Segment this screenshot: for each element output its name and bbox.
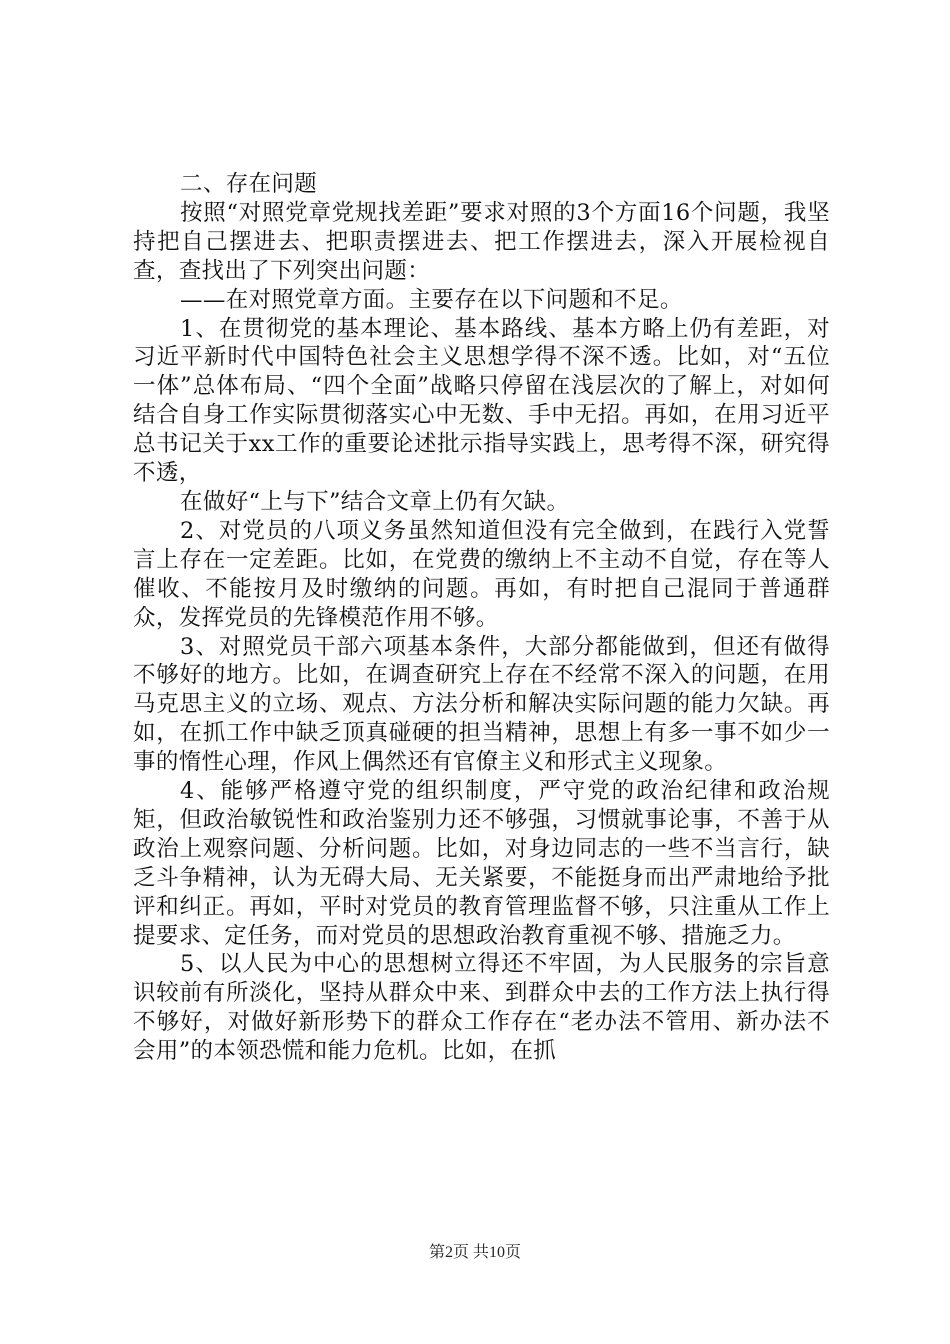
- page-footer: 第2页 共10页: [428, 1244, 521, 1261]
- paragraph: 3、对照党员干部六项基本条件，大部分都能做到，但还有做得不够好的地方。比如，在调查研究上存在不经常不深入的问题，在用马克思主义的立场、观点、方法分析和解决实际问题的能力欠缺。再如，在抓工作中缺乏顶真碰硬的担当精神，思想上有多一事不如少一事的惰性心理，作风上偶然还有官僚主义和形式主义现象。: [133, 633, 830, 776]
- paragraph: 1、在贯彻党的基本理论、基本路线、基本方略上仍有差距，对习近平新时代中国特色社会主义思想学得不深不透。比如，对“五位一体”总体布局、“四个全面”战略只停留在浅层次的了解上，对如何结合自身工作实际贯彻落实心中无数、手中无招。再如，在用习近平总书记关于xx工作的重要论述批示指导实践上，思考得不深，研究得不透，: [133, 315, 830, 487]
- section-heading: 二、存在问题: [180, 171, 318, 197]
- paragraph: 2、对党员的八项义务虽然知道但没有完全做到，在践行入党誓言上存在一定差距。比如，在党费的缴纳上不主动不自觉，存在等人催收、不能按月及时缴纳的问题。再如，有时把自己混同于普通群众，发挥党员的先锋模范作用不够。: [133, 517, 830, 631]
- paragraph: 在做好“上与下”结合文章上仍有欠缺。: [180, 488, 570, 515]
- paragraph: 按照“对照党章党规找差距”要求对照的3个方面16个问题，我坚持把自己摆进去、把职责摆进去、把工作摆进去，深入开展检视自查，查找出了下列突出问题：: [133, 199, 830, 284]
- paragraph: ——在对照党章方面。主要存在以下问题和不足。: [180, 286, 683, 313]
- paragraph: 4、能够严格遵守党的组织制度，严守党的政治纪律和政治规矩，但政治敏锐性和政治鉴别力还不够强，习惯就事论事，不善于从政治上观察问题、分析问题。比如，对身边同志的一些不当言行，缺乏斗争精神，认为无碍大局、无关紧要，不能挺身而出严肃地给予批评和纠正。再如，平时对党员的教育管理监督不够，只注重从工作上提要求、定任务，而对党员的思想政治教育重视不够、措施乏力。: [133, 778, 830, 949]
- paragraph: 5、以人民为中心的思想树立得还不牢固，为人民服务的宗旨意识较前有所淡化，坚持从群众中来、到群众中去的工作方法上执行得不够好，对做好新形势下的群众工作存在“老办法不管用、新办法不会用”的本领恐慌和能力危机。比如，在抓: [133, 951, 830, 1065]
- document-body: [133, 170, 830, 1066]
